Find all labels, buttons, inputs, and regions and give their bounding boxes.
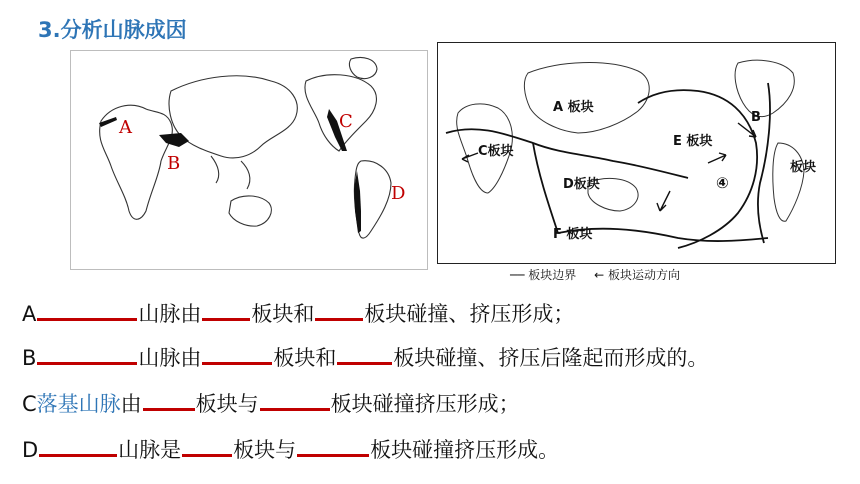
map1-label-a: A (119, 117, 132, 138)
question-a (22, 298, 574, 328)
question-d-p2: 板块与 (233, 438, 297, 462)
answer-blank[interactable] (182, 434, 232, 457)
question-d (22, 434, 559, 464)
plate-right-label: 板块 (790, 160, 817, 175)
question-d-p3: 板块碰撞挤压形成。 (370, 438, 560, 462)
question-a-p1: 山脉由 (138, 302, 202, 326)
question-a-p3: 板块碰撞、挤压形成； (364, 302, 575, 326)
map1-label-b: B (167, 153, 181, 174)
plate-c-label: C板块 (478, 144, 514, 159)
question-c-prefix: C (22, 392, 37, 416)
legend-boundary: ── 板块边界 (510, 268, 577, 282)
question-c-p3: 板块碰撞挤压形成； (330, 392, 520, 416)
plate-map (437, 42, 836, 264)
plate-d-label: D板块 (563, 177, 600, 192)
question-b-p3: 板块碰撞、挤压后隆起而形成的。 (393, 346, 709, 370)
map1-label-c: C (339, 111, 353, 132)
answer-blank[interactable] (315, 298, 363, 321)
answer-blank[interactable] (202, 298, 250, 321)
circle-4-label: ④ (716, 174, 729, 192)
question-c-highlight: 落基山脉 (36, 392, 121, 416)
answer-blank[interactable] (337, 342, 392, 365)
question-c (22, 388, 520, 418)
legend-direction: ← 板块运动方向 (594, 268, 680, 282)
plate-e-label: E 板块 (673, 134, 713, 149)
plate-b-label: B (751, 110, 761, 125)
answer-blank[interactable] (143, 388, 195, 411)
question-a-prefix: A (22, 302, 37, 326)
question-b-prefix: B (22, 346, 37, 370)
answer-blank[interactable] (39, 434, 117, 457)
question-b-p1: 山脉由 (138, 346, 202, 370)
answer-blank[interactable] (37, 342, 137, 365)
question-d-p1: 山脉是 (118, 438, 182, 462)
section-title: 3.分析山脉成因 (38, 18, 187, 42)
map-legend (510, 266, 694, 283)
question-b (22, 342, 708, 372)
map1-label-d: D (391, 183, 406, 204)
answer-blank[interactable] (202, 342, 272, 365)
answer-blank[interactable] (260, 388, 330, 411)
question-d-prefix: D (22, 438, 39, 462)
question-c-p1: 由 (120, 392, 142, 416)
answer-blank[interactable] (297, 434, 369, 457)
plate-f-label: F 板块 (553, 227, 593, 242)
question-b-p2: 板块和 (273, 346, 337, 370)
question-a-p2: 板块和 (251, 302, 315, 326)
question-c-p2: 板块与 (195, 392, 259, 416)
answer-blank[interactable] (37, 298, 137, 321)
world-mountains-map (70, 50, 428, 270)
plate-a-label: A 板块 (553, 100, 594, 115)
